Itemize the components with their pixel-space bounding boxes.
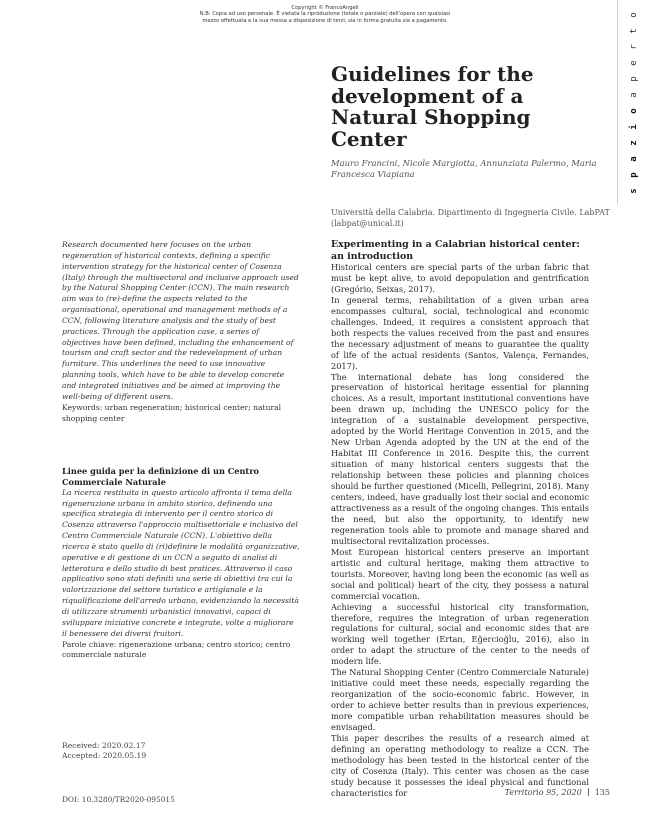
paragraph: In general terms, rehabilitation of a given urban area encompasses cultural, social, technological and economic challenges. Indeed, it requires a consistent approach that both respects the values received from the past and ensures the necessary adjustment of means to guarantee the quality of life of the actual residents (Santos, Valença, Fernandes, 2017). [331,294,589,371]
page-footer [470,788,610,798]
paragraph: The Natural Shopping Center (Centro Commerciale Naturale) initiative could meet these needs, especially regarding the reorganization of the socio-economic fabric. However, in order to achieve better results than in previous experiences, more compatible urban rehabilitation measures should be envisaged. [331,667,589,733]
spazio-aperto-sidebar [617,0,650,204]
copyright-line: N.B: Copia ad uso personale. È vietata la riproduzione (totale o parziale) dell'opera con qualsiasi [199,11,451,18]
sidebar-letter: a [629,92,639,98]
keywords: Keywords: urban regeneration; historical center; natural shopping center [62,402,282,423]
sidebar-letter: e [629,60,639,66]
article-authors: Mauro Francini, Nicole Margiotta, Annunziata Palermo, Maria Francesca Viapiana [331,158,597,179]
copyright-line: Copyright © FrancoAngeli [291,5,359,11]
paragraph: This paper describes the results of a research aimed at defining an operating methodology to realize a CCN. The methodology has been tested in the historical center of the city of Cosenza (Italy). This center was chosen as the case study because it possesses the ideal physical and functional characteristics for [331,732,589,798]
submission-dates [62,741,262,760]
sidebar-letter: i [629,124,639,130]
abstract-italian-title: Linee guida per la definizione di un Centro Commerciale Naturale [62,466,259,487]
sidebar-letter: r [629,44,639,50]
main-text-column [331,239,589,799]
abstract-italian [62,466,300,661]
sidebar-letter: o [629,12,639,18]
paragraph: Most European historical centers preserve an important artistic and cultural heritage, making them attractive to tourists. Moreover, having long been the economic (as well as social and political) heart of the city, they possess a natural commercial vocation. [331,546,589,601]
doi: DOI: 10.3280/TR2020-095015 [62,795,175,804]
abstract-text: Research documented here focuses on the urban regeneration of historical contexts, defining a specific intervention strategy for the historical center of Cosenza (Italy) through the multisectoral and inclusive approach used by the Natural Shopping Center (CCN). The main research aim was to (re)-define the aspects related to the organisational, operational and management methods of a CCN, following literature analysis and the study of best practices. Through the application case, a series of objectives have been defined, including the enhancement of tourism and craft sector and the redevelopment of urban furniture. This underlines the need to use innovative planning tools, which have to be able to develop concrete and integrated initiatives and be aimed at improving the well-being of different users. [62,240,299,401]
copyright-line: mezzo effettuata e la sua messa a disposizione di terzi, sia in forma gratuita sia a pagamento. [202,17,448,24]
section-body [331,262,589,799]
abstract-italian-text: La ricerca restituita in questo articolo affronta il tema della rigenerazione urbana in ambito storico, definendo una specifica strategia di intervento per il centro storico di Cosenza attraverso l'approccio multisettoriale e inclusivo del Centro Commerciale Naturale (CCN). L'obiettivo della ricerca è stato quello di (ri)definire le modalità organizzative, operative e di gestione di un CCN a seguito di analisi di letteratura e dello studio di best pratices. Attraverso il caso applicativo sono stati definiti una serie di obiettivi tra cui la valorizzazione del settore turistico e artigianale e la riqualificazione dell'arredo urbano, evidenziando la necessità di utilizzare strumenti urbanistici innovativi, capaci di sviluppare iniziative concrete e integrate, volte a migliorare il benessere dei diversi fruitori. [62,487,300,638]
author-affiliation: Università della Calabria. Dipartimento di Ingegneria Civile. LabPAT (labpat@unical.it) [331,208,610,228]
article-title: Guidelines for the development of a Natural Shopping Center [331,62,534,151]
paragraph: Achieving a successful historical city transformation, therefore, requires the integration of urban regeneration regulations for cultural, social and economic sides that are working well together (Ertan, Eğercioğlu, 2016), also in order to adapt the structure of the center to the needs of modern life. [331,601,589,667]
footer-divider [588,788,589,796]
paragraph: Historical centers are special parts of the urban fabric that must be kept alive, to avoid depopulation and gentrification (Gregório, Seixas, 2017). [331,262,589,294]
received-date: Received: 2020.02.17 [62,741,146,750]
page-number: 135 [594,788,610,797]
paragraph: The international debate has long considered the preservation of historical heritage essential for planning choices. As a result, important institutional conventions have been drawn up, including the UNESCO policy for the integration of a sustainable development perspective, adopted by the World Heritage Convention in 2015, and the New Urban Agenda adopted by the UN at the end of the Habitat III Conference in 2016. Despite this, the current situation of many historical centers suggests that the relationship between these policies and planning choices should be further questioned (Micelli, Pellegrini, 2018). Many centers, indeed, have gradually lost their social and economic attractiveness as a result of the ongoing changes. This entails the need, but also the opportunity, to identify new regeneration tools able to promote and manage shared and multisectoral revitalization processes. [331,371,589,546]
sidebar-letter: t [629,28,639,34]
section-title: Experimenting in a Calabrian historical center: an introduction [331,239,580,262]
abstract-english [62,240,300,424]
parole-chiave: Parole chiave: rigenerazione urbana; centro storico; centro commerciale naturale [62,639,291,660]
copyright-notice [175,5,475,24]
sidebar-letter: p [629,172,639,178]
accepted-date: Accepted: 2020.05.19 [62,750,147,760]
journal-citation: Territorio 95, 2020 [504,788,582,797]
sidebar-letter: s [629,188,639,194]
sidebar-letter: a [629,156,639,162]
sidebar-letter: z [629,140,639,146]
sidebar-letter: o [629,108,639,114]
sidebar-letter: p [629,76,639,82]
